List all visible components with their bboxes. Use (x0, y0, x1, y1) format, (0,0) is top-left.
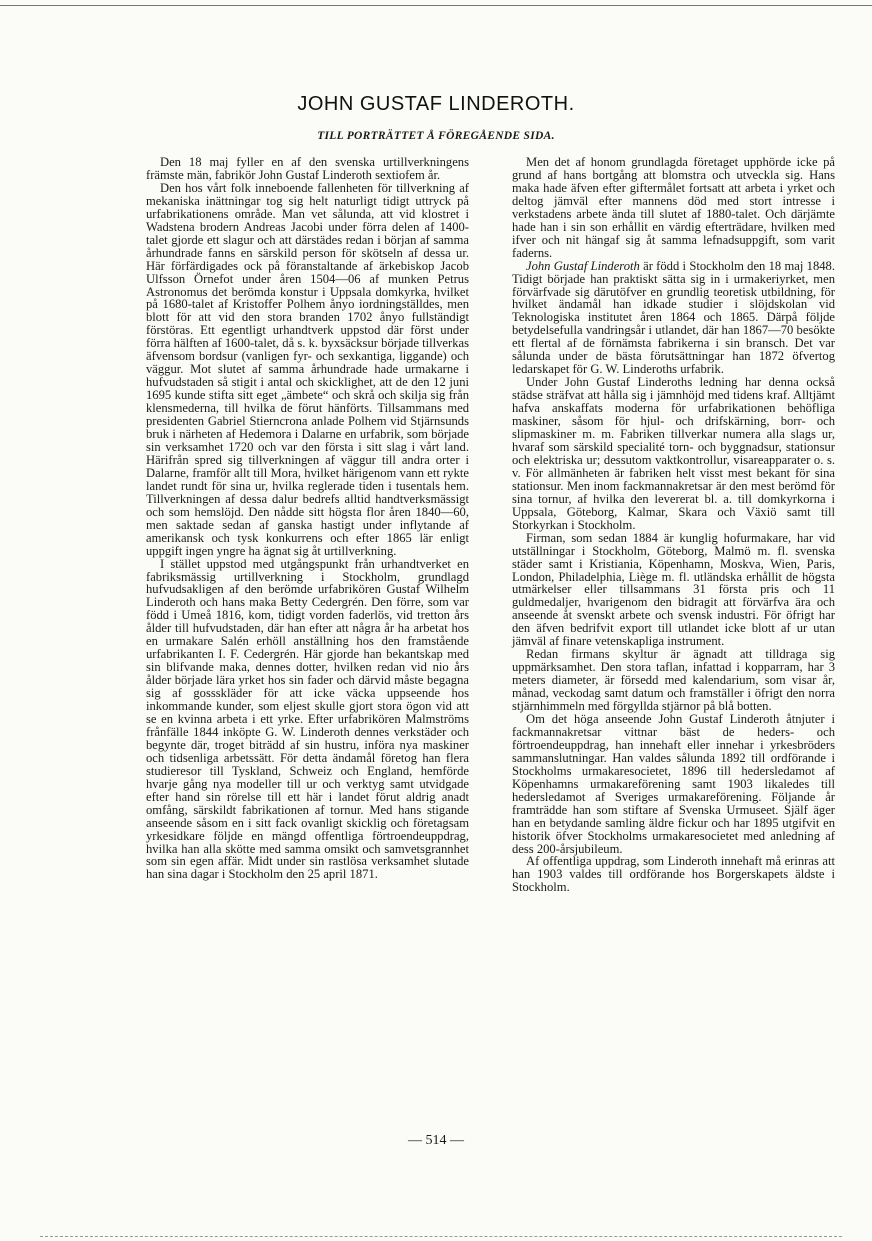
right-column (512, 156, 835, 894)
page-subtitle: TILL PORTRÄTTET Å FÖREGÅENDE SIDA. (317, 130, 555, 142)
paragraph (512, 260, 835, 377)
top-rule (0, 5, 872, 6)
page-number: — 514 — (408, 1133, 464, 1148)
page-title: JOHN GUSTAF LINDEROTH. (297, 93, 575, 115)
paragraph: Den 18 maj fyller en af den svenska urtillverkningens främste män, fabrikör John Gustaf Linderoth sextiofem år. (146, 155, 469, 182)
subject-name: John Gustaf Linderoth (526, 258, 640, 273)
paragraph: Redan firmans skyltur är ägnadt att tilldraga sig uppmärksamhet. Den stora taflan, infattad i kopparram, har 3 meters diameter, är försedd med kalendarium, som visar år, månad, veckodag samt datum och framställer i öfrigt den norra stjärnhimmeln med förgyllda stjärnor på blå botten. (512, 647, 835, 714)
paragraph: Under John Gustaf Linderoths ledning har denna också städse sträfvat att hålla sig i jämnhöjd med tidens kraf. Alltjämt hafva anskaffats moderna för urfabrikationen behöfliga maskiner, såsom för hjul- och drifskärning, borr- och slipmaskiner m. m. Fabriken tillverkar numera alla slags ur, hvaraf som särskild specialité torn- och byggnadsur, stationsur och elektriska ur; dessutom vaktkontrollur, visareapparater o. s. v. För allmänheten är fabriken helt visst mest bekant för sina stationsur. Men inom fackmannakretsar är den mest berömd för sina tornur, af hvilka den levererat bl. a. till domkyrkorna i Uppsala, Göteborg, Kalmar, Skara och Växiö samt till Storkyrkan i Stockholm. (512, 375, 835, 532)
paragraph: I stället uppstod med utgångspunkt från urhandtverket en fabriksmässig urtillverkning i Stockholm, grundlagd hufvudsakligen af den berömde urfabrikören Gustaf Wilhelm Linderoth och hans maka Betty Cedergrén. Den förre, som var född i Umeå 1816, kom, tidigt vorden faderlös, vid tretton års ålder till hufvudstaden, där han efter att några år ha arbetat hos en urmakare Salén erhöll anställning hos den framstående urfabrikanten I. F. Cedergrén. Här gjorde han bekantskap med sin blifvande maka, dennes dotter, hvilken redan vid nio års ålder började lära yrket hos sin fader och därvid måste begagna sig af gossskläder för att icke väcka uppseende hos inkommande kunder, som eljest skulle gjort stora ögon vid att se en kvinna arbeta i ett yrke. Efter urfabrikören Malmströms frånfälle 1844 inköpte G. W. Linderoth dennes verkstäder och begynte där, troget biträdd af sin hustru, införa nya maskiner och tidsenliga arbetssätt. För detta ändamål företog han flera studieresor till Tyskland, Schweiz och England, hemförde hvarje gång nya modeller till ur och verktyg samt utvidgade efter hand sin rörelse till ett här i landet förut aldrig anadt omfång, särskildt fabrikationen af tornur. Med hans stigande anseende såsom en i sitt fack ovanligt skicklig och företagsam yrkesidkare följde en mängd offentliga förtroendeuppdrag, hvilka han alla skötte med samma omsikt och samvetsgrannhet som sin egen affär. Midt under sin rastlösa verksamhet slutade han sina dagar i Stockholm den 25 april 1871. (146, 556, 469, 882)
bottom-rule (40, 1236, 842, 1237)
paragraph: Firman, som sedan 1884 är kunglig hofurmakare, har vid utställningar i Stockholm, Göteborg, Malmö m. fl. svenska städer samt i Kristiania, Köpenhamn, Moskva, Wien, Paris, London, Philadelphia, Liège m. fl. utländska erhållit de högsta utmärkelser eller tillsammans 31 första pris och 11 guldmedaljer, hvarigenom den bidragit att förvärfva ära och anseende åt svenskt arbete och svensk industri. För öfrigt har den äfven bedrifvit export till utlandet icke blott af ur utan jämväl af finare vetenskapliga instrument. (512, 530, 835, 649)
paragraph: Om det höga anseende John Gustaf Linderoth åtnjuter i fackmannakretsar vittnar bäst de heders- och förtroendeuppdrag, han innehaft eller innehar i yrkesbröders sammanslutningar. Han valdes sålunda 1892 till ordförande i Stockholms urmakaresocietet, 1896 till hedersledamot af Köpenhamns urmakareförening samt 1903 likaledes till hedersledamot af Sveriges urmakareförening. Följande år framträdde han som stiftare af Svenska Urmuseet. Själf äger han en betydande samling äldre fickur och har 1895 utgifvit en historik öfver Stockholms urmakaresocietet med anledning af dess 200-årsjubileum. (512, 711, 835, 856)
paragraph: Den hos vårt folk inneboende fallenheten för tillverkning af mekaniska inättningar tog sig helt naturligt tidigt uttryck på urfabrikationens område. Man vet sålunda, att vid klostret i Wadstena brodern Andreas Jacobi under förra delen af 1400-talet gjorde ett slagur och att därstädes redan i början af samma århundrade fanns en särskild person för skötseln af dessa ur. Här förfärdigades ock på föranstaltande af ärkebiskop Jacob Ulfsson Örnefot under åren 1504—06 af munken Petrus Astronomus det berömda konstur i Uppsala domkyrka, hvilket på 1680-talet af Kristoffer Polhem ånyo iordningställdes, men blott för att vid den stora branden 1702 ånyo fullständigt förstöras. Ett egentligt urhandtverk uppstod där först under förra hälften af 1600-talet, då s. k. byxsäcksur började tillverkas äfvensom bordsur (vanligen fyr- och sexkantiga, liggande) och väggur. Mot slutet af samma århundrade hade urmakarne i hufvudstaden så stigit i antal och skicklighet, att de den 12 juni 1695 kunde stifta sitt eget „ämbete“ och skrå och skilja sig från klensmederna, till hvilka de förut hänförts. Tillsammans med presidenten Gabriel Stierncrona anlade Polhem vid Stjärnsunds bruk i närheten af Hedemora i Dalarne en urfabrik, som började sin verksamhet 1720 och var den första i sitt slag i vårt land. Härifrån spred sig tillverkningen af väggur till andra orter i Dalarne, framför allt till Mora, hvilket härigenom vann ett rykte landet rundt för sina ur, hvilka reglerade tiden i tusentals hem. Tillverkningen af dessa dalur bedrefs alltid handtverksmässigt och som hemslöjd. Den nådde sitt högsta flor åren 1840—60, men saktade sedan af ganska hastigt under inflytande af amerikansk och tysk konkurrens och efter 1865 lär enligt uppgift ingen yngre ha ägnat sig åt urtillverkning. (146, 180, 469, 558)
paragraph: Men det af honom grundlagda företaget upphörde icke på grund af hans bortgång att blomstra och utveckla sig. Hans maka hade äfven efter giftermålet fortsatt att arbeta i yrket och deltog jämväl efter mannens död med stort intresse i verkstadens arbete ända till slutet af 1880-talet. Och därjämte hade han i sin son erhållit en värdig efterträdare, hvilken med ifver och nit hängaf sig åt samma lefnadsuppgift, som varit faderns. (512, 155, 835, 260)
left-column (146, 156, 469, 881)
paragraph-text: är född i Stockholm den 18 maj 1848. Tidigt började han praktiskt sätta sig in i urmakeriyrket, men förvärfvade sig därutöfver en grundlig teoretisk utbildning, för hvilket ändamål han idkade studier i slöjdskolan vid Teknologiska institutet åren 1864 och 1865. Därpå följde betydelsefulla vandringsår i utlandet, där han 1867—70 besökte ett flertal af de förnämsta fabrikerna i sin bransch. Det var sålunda under de bästa förutsättningar han 1872 öfvertog ledarskapet för G. W. Linderoths urfabrik. (512, 258, 835, 377)
paragraph: Af offentliga uppdrag, som Linderoth innehaft må erinras att han 1903 valdes till ordförande hos Borgerskapets äldste i Stockholm. (512, 854, 835, 895)
